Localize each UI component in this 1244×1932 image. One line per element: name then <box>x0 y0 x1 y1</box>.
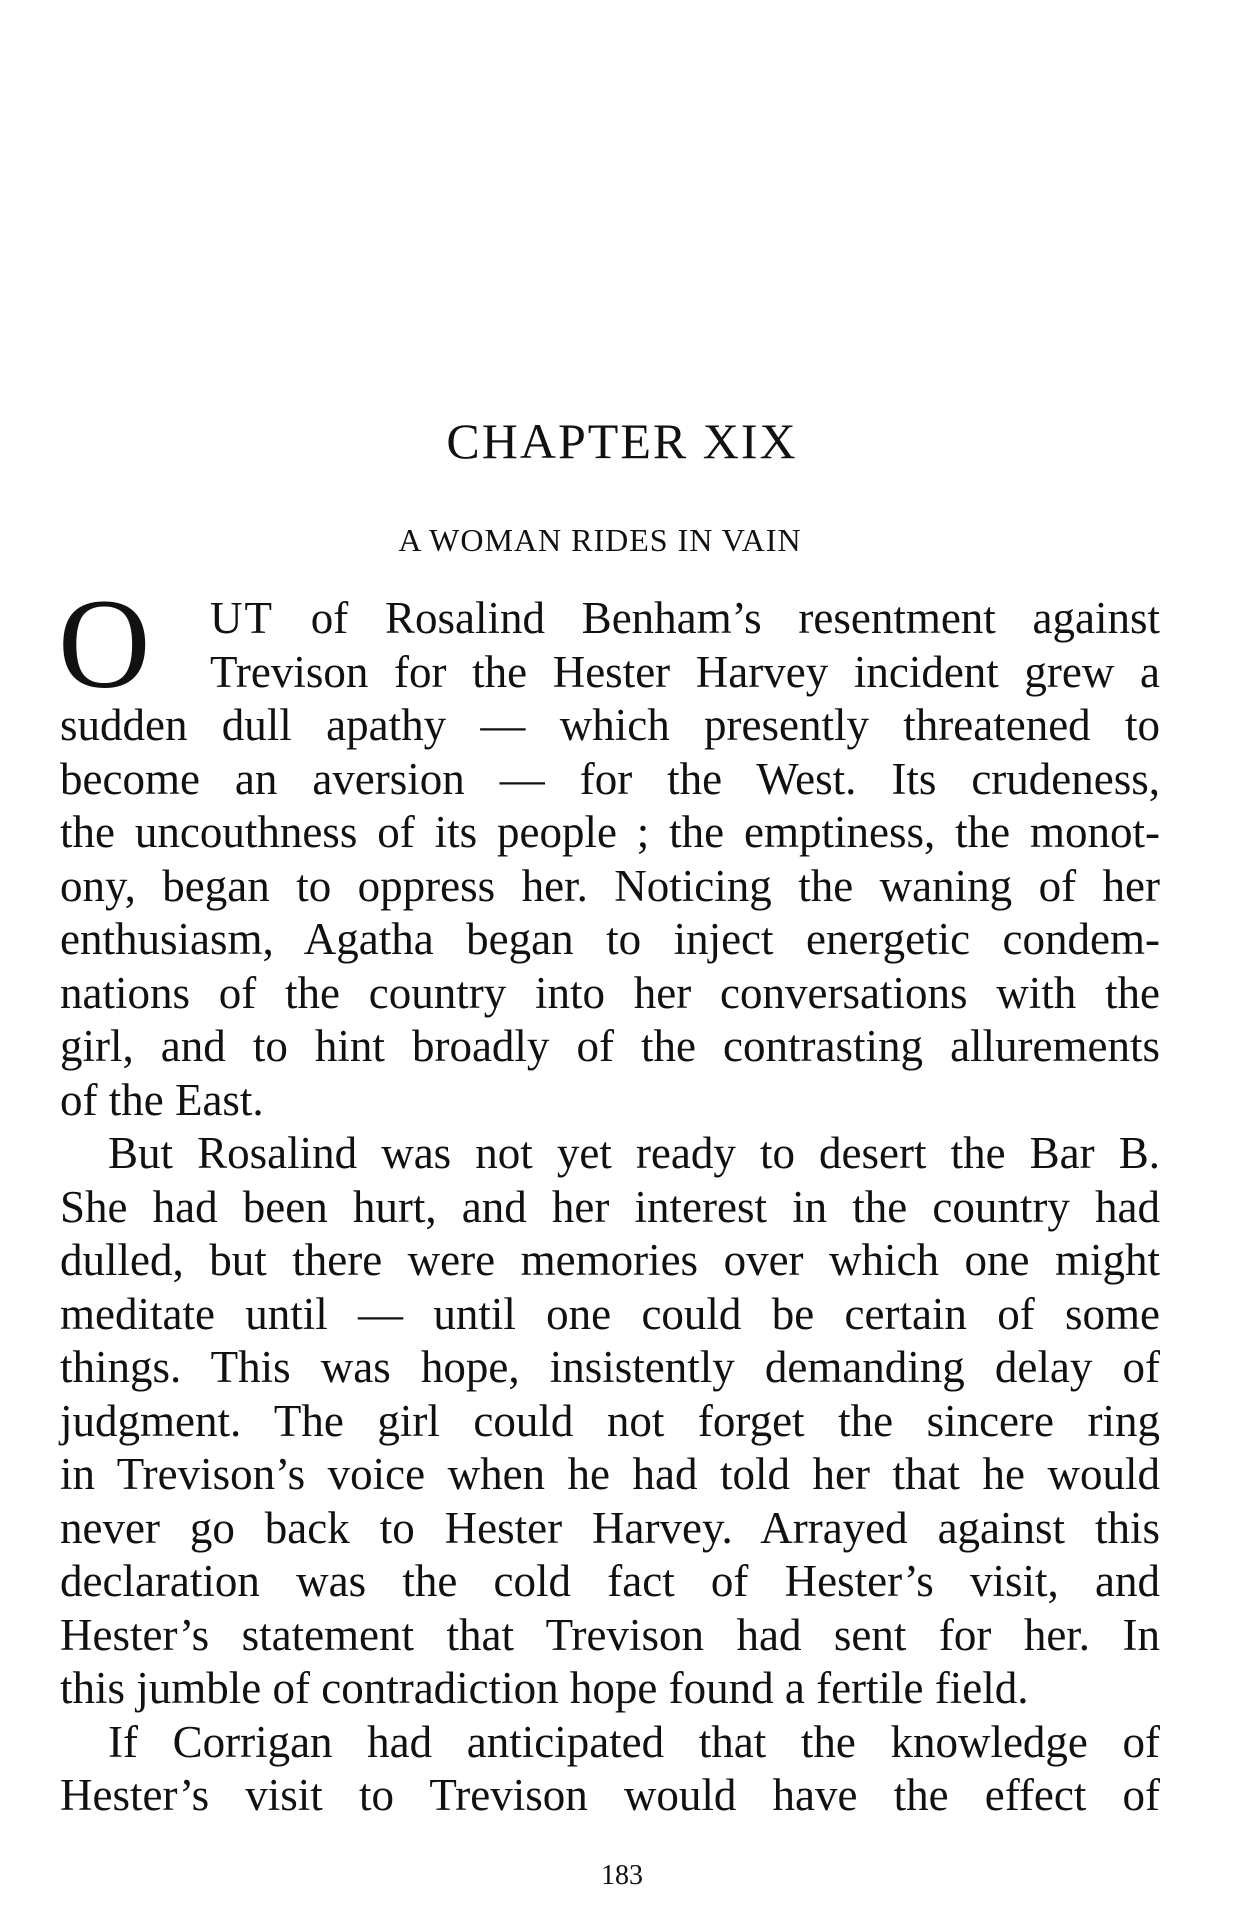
text-line: Hester’s visit to Trevison would have the effect of <box>60 1770 1160 1820</box>
text-line: dulled, but there were memories over which one might <box>60 1235 1160 1285</box>
text-line: ony, began to oppress her. Noticing the waning of her <box>60 860 1160 911</box>
text-line <box>60 592 1160 646</box>
text-line: declaration was the cold fact of Hester’s visit, and <box>60 1556 1160 1606</box>
text-line: enthusiasm, Agatha began to inject energetic condem- <box>60 914 1160 964</box>
text-line: But Rosalind was not yet ready to desert the Bar B. <box>108 1128 1160 1178</box>
text-line: never go back to Hester Harvey. Arrayed against this <box>60 1502 1160 1553</box>
chapter-heading: CHAPTER XIX <box>446 413 798 469</box>
page-number: 183 <box>601 1860 643 1891</box>
text-line: Trevison for the Hester Harvey incident grew a <box>210 646 1160 697</box>
text-line: meditate until — until one could be certain of some <box>60 1288 1160 1339</box>
text-line: If Corrigan had anticipated that the knowledge of <box>108 1716 1160 1767</box>
text-line: judgment. The girl could not forget the sincere ring <box>60 1395 1160 1446</box>
body-text <box>58 573 1160 1823</box>
text-line: sudden dull apathy — which presently threatened to <box>60 700 1160 750</box>
text-line: of the East. <box>60 1074 264 1125</box>
text-line: Hester’s statement that Trevison had sent for her. In <box>60 1609 1160 1660</box>
text-line: things. This was hope, insistently demanding delay of <box>60 1342 1160 1392</box>
text-line: in Trevison’s voice when he had told her that he would <box>60 1449 1160 1499</box>
first-word: UT <box>210 593 274 643</box>
chapter-title: A WOMAN RIDES IN VAIN <box>398 522 802 558</box>
text-line: this jumble of contradiction hope found a fertile field. <box>60 1663 1029 1713</box>
text-line: become an aversion — for the West. Its crudeness, <box>60 753 1160 804</box>
text-line: She had been hurt, and her interest in the country had <box>60 1181 1160 1232</box>
text-line: girl, and to hint broadly of the contrasting allurements <box>60 1021 1160 1071</box>
text-line: the uncouthness of its people ; the emptiness, the monot- <box>60 807 1160 857</box>
text-line: nations of the country into her conversations with the <box>60 967 1160 1018</box>
drop-cap: O <box>58 573 151 715</box>
text-line-rest: of Rosalind Benham’s resentment against <box>274 593 1160 643</box>
